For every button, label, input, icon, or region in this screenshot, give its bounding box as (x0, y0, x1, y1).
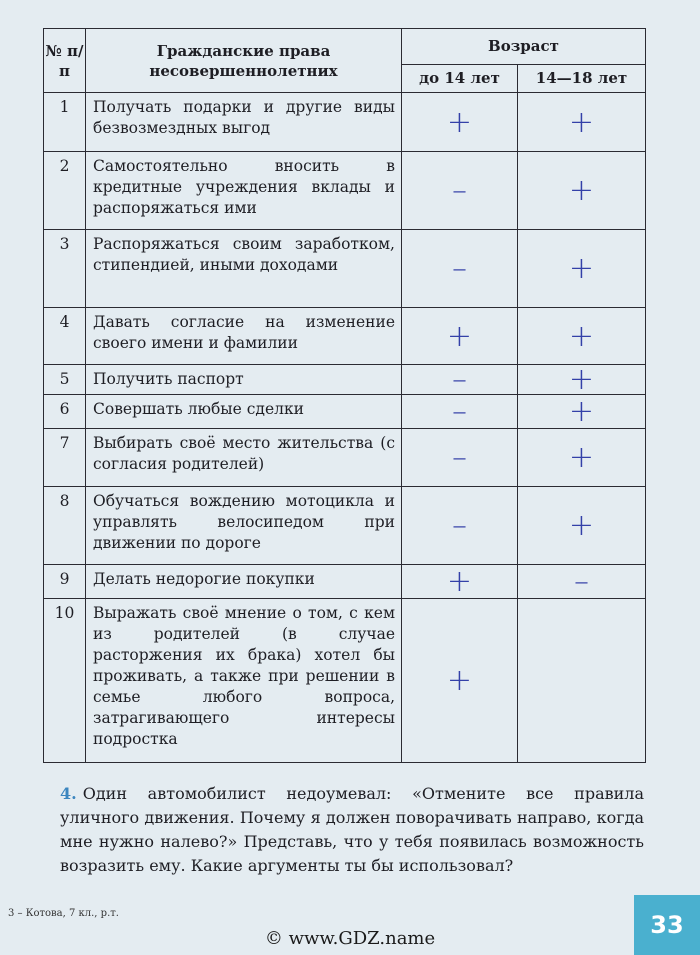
table-row (44, 599, 646, 763)
civil-rights-table (43, 28, 646, 763)
row-number: 10 (44, 599, 86, 763)
header-14-18: 14—18 лет (518, 65, 646, 93)
mark-under-14: – (402, 395, 518, 429)
mark-14-18: + (518, 230, 646, 308)
mark-14-18: + (518, 487, 646, 565)
table-row (44, 395, 646, 429)
table-row (44, 308, 646, 365)
row-right-text: Выбирать своё место жительства (с согласия родителей) (86, 429, 402, 487)
task-4 (60, 782, 644, 878)
row-right-text: Совершать любые сделки (86, 395, 402, 429)
mark-14-18: + (518, 395, 646, 429)
row-right-text: Получить паспорт (86, 365, 402, 395)
mark-14-18: – (518, 565, 646, 599)
row-right-text: Обучаться вождению мотоцикла и управлять велосипедом при движении по дороге (86, 487, 402, 565)
mark-14-18: + (518, 365, 646, 395)
mark-under-14: – (402, 230, 518, 308)
row-number: 6 (44, 395, 86, 429)
mark-under-14: + (402, 599, 518, 763)
task-text: Один автомобилист недоумевал: «Отмените все правила уличного движения. Почему я должен поворачивать направо, когда мне нужно налево?» Представь, что у тебя появилась возможность возразить ему. Какие аргументы ты бы использовал? (60, 784, 644, 875)
mark-14-18: + (518, 93, 646, 152)
table-body (44, 93, 646, 763)
table-row (44, 487, 646, 565)
mark-under-14: – (402, 429, 518, 487)
task-number: 4. (60, 784, 77, 803)
row-number: 4 (44, 308, 86, 365)
mark-under-14: + (402, 308, 518, 365)
table-row (44, 565, 646, 599)
table-header (44, 29, 646, 93)
table-row (44, 93, 646, 152)
mark-14-18 (518, 599, 646, 763)
mark-under-14: – (402, 152, 518, 230)
row-right-text: Делать недорогие покупки (86, 565, 402, 599)
header-number: № п/п (44, 29, 86, 93)
table-row (44, 230, 646, 308)
row-number: 7 (44, 429, 86, 487)
mark-under-14: – (402, 365, 518, 395)
mark-under-14: – (402, 487, 518, 565)
footer-signature: 3 – Котова, 7 кл., р.т. (8, 908, 119, 919)
row-number: 3 (44, 230, 86, 308)
mark-14-18: + (518, 152, 646, 230)
mark-under-14: + (402, 565, 518, 599)
table-row (44, 365, 646, 395)
page-number: 33 (634, 895, 700, 955)
row-number: 8 (44, 487, 86, 565)
row-number: 1 (44, 93, 86, 152)
mark-14-18: + (518, 429, 646, 487)
row-right-text: Выражать своё мнение о том, с кем из родителей (в случае расторжения их брака) хотел бы проживать, а также при решении в семье любого вопроса, затрагивающего интересы подростка (86, 599, 402, 763)
row-right-text: Самостоятельно вносить в кредитные учреждения вклады и распоряжаться ими (86, 152, 402, 230)
table-row (44, 152, 646, 230)
row-number: 5 (44, 365, 86, 395)
row-right-text: Распоряжаться своим заработком, стипендией, иными доходами (86, 230, 402, 308)
header-under-14: до 14 лет (402, 65, 518, 93)
table-row (44, 429, 646, 487)
row-right-text: Получать подарки и другие виды безвозмездных выгод (86, 93, 402, 152)
header-age: Возраст (402, 29, 646, 65)
watermark: © www.GDZ.name (264, 928, 436, 949)
header-rights: Гражданские права несовершеннолетних (86, 29, 402, 93)
row-number: 2 (44, 152, 86, 230)
mark-14-18: + (518, 308, 646, 365)
row-number: 9 (44, 565, 86, 599)
mark-under-14: + (402, 93, 518, 152)
row-right-text: Давать согласие на изменение своего имени и фамилии (86, 308, 402, 365)
